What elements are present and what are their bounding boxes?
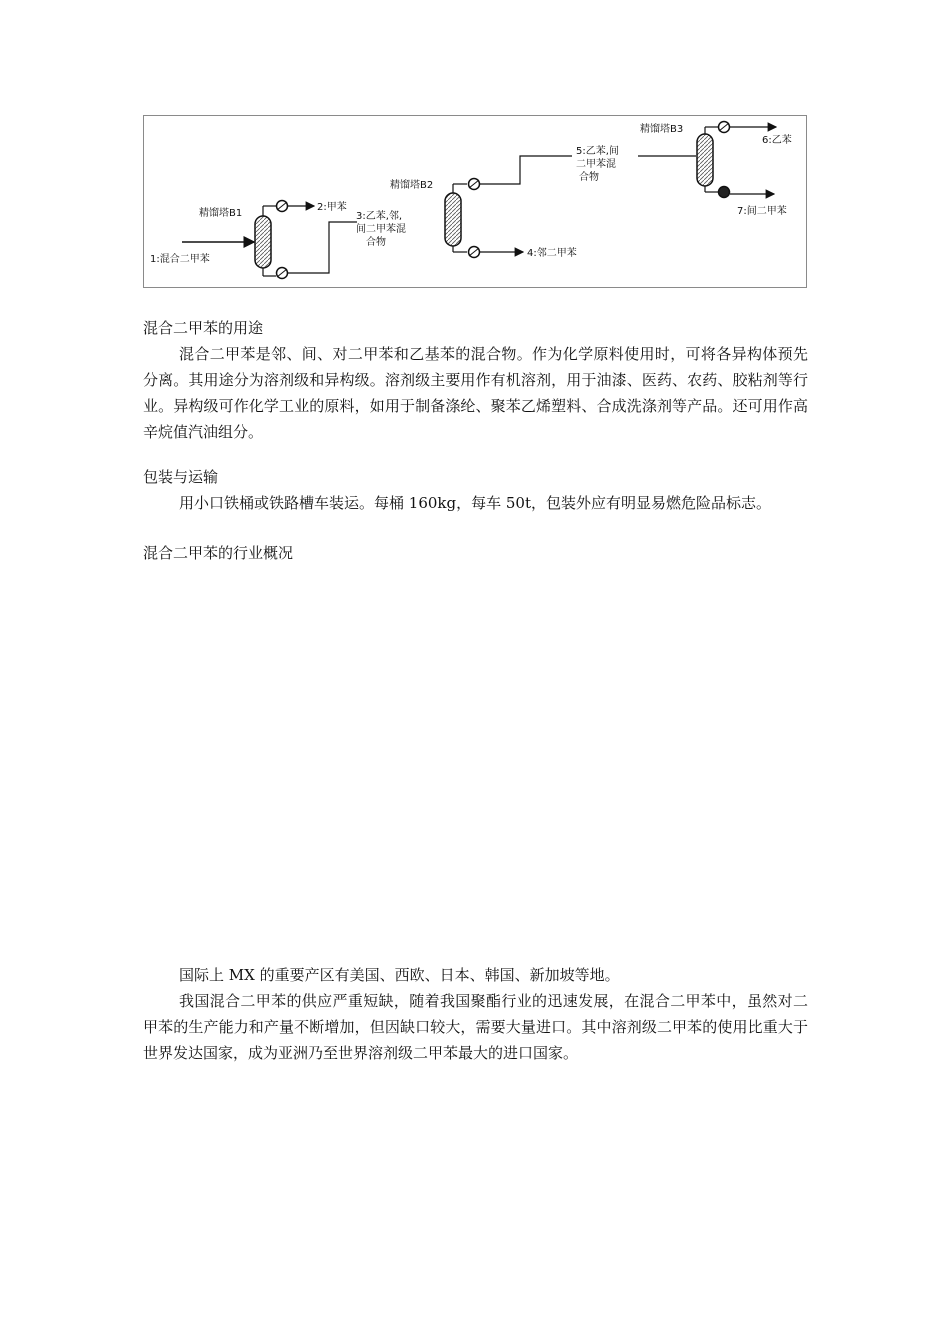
paragraph-packaging: 用小口铁桶或铁路槽车装运。每桶 160kg，每车 50t，包装外应有明显易燃危险品标志。: [179, 494, 771, 512]
paragraph-usage: 混合二甲苯是邻、间、对二甲苯和乙基苯的混合物。作为化学原料使用时，可将各异构体预先分离。其用途分为溶剂级和异构级。溶剂级主要用作有机溶剂，用于油漆、医药、农药、胶粘剂等行业。异构级可作化学工业的原料，如用于制备涤纶、聚苯乙烯塑料、合成洗涤剂等产品。还可用作高辛烷值汽油组分。: [143, 345, 808, 441]
tower-b1-label: 精馏塔B1: [199, 208, 243, 219]
section-title-usage: 混合二甲苯的用途: [143, 319, 264, 337]
stream-3-line: [288, 222, 357, 273]
reboiler-b3-icon: [719, 187, 730, 198]
tower-b2-label: 精馏塔B2: [390, 180, 434, 191]
stream-3-label-line1: 3:乙苯,邻,: [356, 211, 403, 222]
stream-1-label: 1:混合二甲苯: [150, 254, 210, 265]
section-title-packaging: 包装与运输: [143, 468, 219, 486]
tower-b2: [445, 184, 467, 252]
stream-3-label-line2: 间二甲苯混: [356, 224, 406, 235]
paragraph-industry-regions: 国际上 MX 的重要产区有美国、西欧、日本、韩国、新加坡等地。: [179, 966, 620, 984]
stream-5-label-line3: 合物: [579, 172, 599, 183]
stream-5-label-line1: 5:乙苯,间: [576, 146, 619, 157]
stream-4-label: 4:邻二甲苯: [527, 248, 577, 259]
stream-5-line: [480, 156, 572, 184]
stream-6-label: 6:乙苯: [762, 135, 792, 146]
stream-5-label-line2: 二甲苯混: [576, 159, 616, 170]
tower-b3: [697, 127, 718, 192]
process-flow-diagram: [143, 115, 807, 288]
stream-7-label: 7:间二甲苯: [737, 206, 787, 217]
section-title-industry: 混合二甲苯的行业概况: [143, 544, 294, 562]
paragraph-industry-china: 我国混合二甲苯的供应严重短缺，随着我国聚酯行业的迅速发展，在混合二甲苯中，虽然对二甲苯的生产能力和产量不断增加，但因缺口较大，需要大量进口。其中溶剂级二甲苯的使用比重大于世界发达国家，成为亚洲乃至世界溶剂级二甲苯最大的进口国家。: [143, 992, 808, 1062]
stream-2-label: 2:甲苯: [317, 202, 347, 213]
stream-3-label-line3: 合物: [366, 237, 386, 248]
tower-b3-label: 精馏塔B3: [640, 124, 684, 135]
tower-b1: [255, 206, 276, 276]
